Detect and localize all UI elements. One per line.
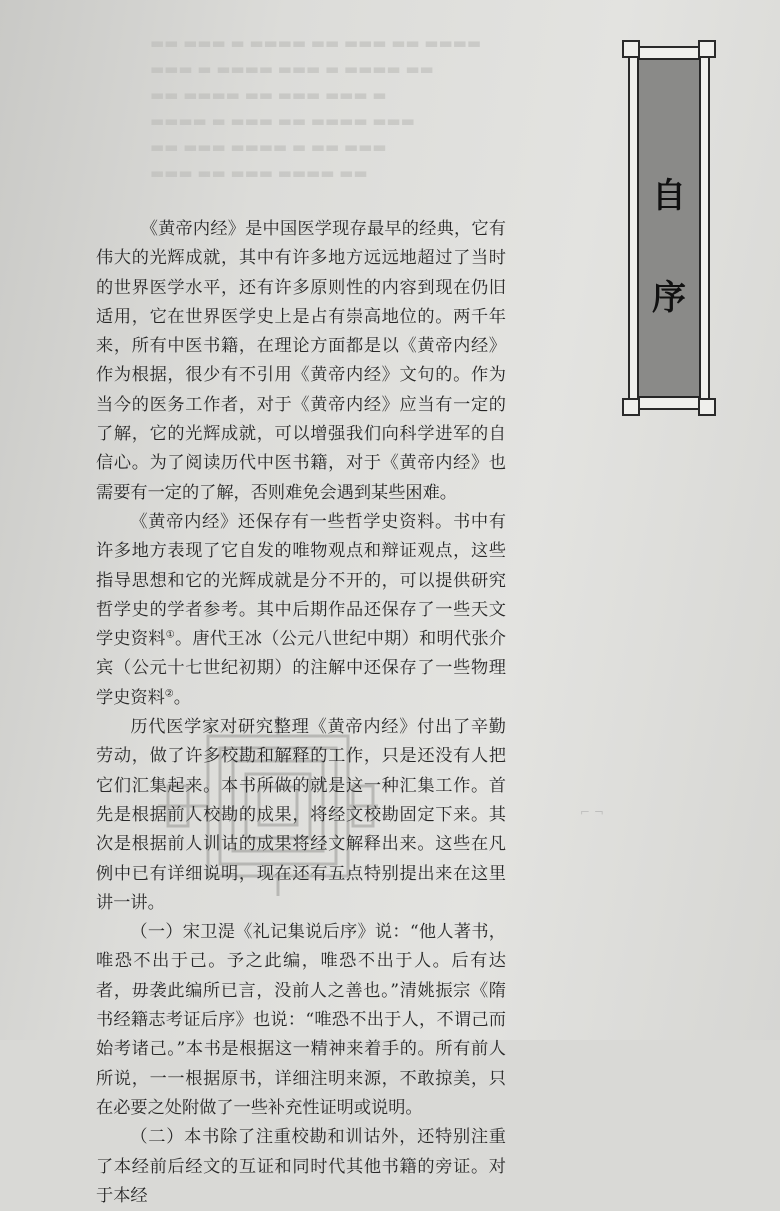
page-title-char-1: 自 xyxy=(652,176,686,216)
paragraph-2 xyxy=(96,508,506,713)
frame-corner-ornament-icon xyxy=(698,398,716,416)
paragraph-2-part-2: 。唐代王冰（公元八世纪中期）和明代张介宾（公元十七世纪初期）的注解中还保存了一些物理学史资料 xyxy=(96,629,506,708)
frame-corner-ornament-icon xyxy=(622,40,640,58)
paragraph-4: （一）宋卫湜《礼记集说后序》说：“他人著书，唯恐不出于己。予之此编，唯恐不出于人。后有达者，毋袭此编所已言，没前人之善也。”清姚振宗《隋书经籍志考证后序》也说：“唯恐不出于人，不谓己而始考诸己。”本书是根据这一精神来着手的。所有前人所说，一一根据原书，详细注明来源，不敢掠美，只在必要之处附做了一些补充性证明或说明。 xyxy=(96,922,506,1118)
footnote-ref-2: ② xyxy=(164,688,174,700)
paragraph-3: 历代医学家对研究整理《黄帝内经》付出了辛勤劳动，做了许多校勘和解释的工作，只是还没有人把它们汇集起来。本书所做的就是这一种汇集工作。首先是根据前人校勘的成果，将经文校勘固定下来。其次是根据前人训诂的成果将经文解释出来。这些在凡例中已有详细说明，现在还有五点特别提出来在这里讲一讲。 xyxy=(96,717,506,913)
title-frame-inner xyxy=(637,58,701,398)
paragraph-1: 《黄帝内经》是中国医学现存最早的经典，它有伟大的光辉成就，其中有许多地方远远地超过了当时的世界医学水平，还有许多原则性的内容到现在仍旧适用，它在世界医学史上是占有崇高地位的。两千年来，所有中医书籍，在理论方面都是以《黄帝内经》作为根据，很少有不引用《黄帝内经》文句的。作为当今的医务工作者，对于《黄帝内经》应当有一定的了解，它的光辉成就，可以增强我们向科学进军的自信心。为了阅读历代中医书籍，对于《黄帝内经》也需要有一定的了解，否则难免会遇到某些困难。 xyxy=(96,219,506,503)
bleed-through: ▬▬ ▬▬▬ ▬ ▬▬▬▬ ▬▬ ▬▬▬ ▬▬ ▬▬▬▬ ▬▬▬ ▬ ▬▬▬▬ ▬▬▬ ▬ ▬▬▬▬ ▬▬ ▬▬ ▬▬▬▬ ▬▬ ▬▬▬ ▬▬▬ ▬ ▬▬▬▬ ▬ ▬▬▬ ▬▬ ▬▬▬▬ ▬▬▬ ▬▬ ▬▬▬ ▬▬▬▬ ▬ ▬▬ ▬▬▬ ▬▬▬ ▬▬ ▬▬▬ ▬▬▬▬ ▬▬ xyxy=(150,34,481,182)
preface-body xyxy=(96,215,506,1211)
page-title-char-2: 序 xyxy=(652,278,686,318)
frame-corner-ornament-icon xyxy=(698,40,716,58)
paragraph-2-part-1: 《黄帝内经》还保存有一些哲学史资料。书中有许多地方表现了它自发的唯物观点和辩证观点，这些指导思想和它的光辉成就是分不开的，可以提供研究哲学史的学者参考。其中后期作品还保存了一些天文学史资料 xyxy=(96,511,506,650)
paragraph-2-part-3: 。 xyxy=(173,687,191,708)
paragraph-5: （二）本书除了注重校勘和训诂外，还特别注重了本经前后经文的互证和同时代其他书籍的旁证。对于本经 xyxy=(96,1127,506,1206)
bleed-mark: ⌐ ¬ xyxy=(580,805,604,819)
title-frame-icon xyxy=(628,46,710,410)
footnote-ref-1: ① xyxy=(165,629,175,641)
frame-corner-ornament-icon xyxy=(622,398,640,416)
